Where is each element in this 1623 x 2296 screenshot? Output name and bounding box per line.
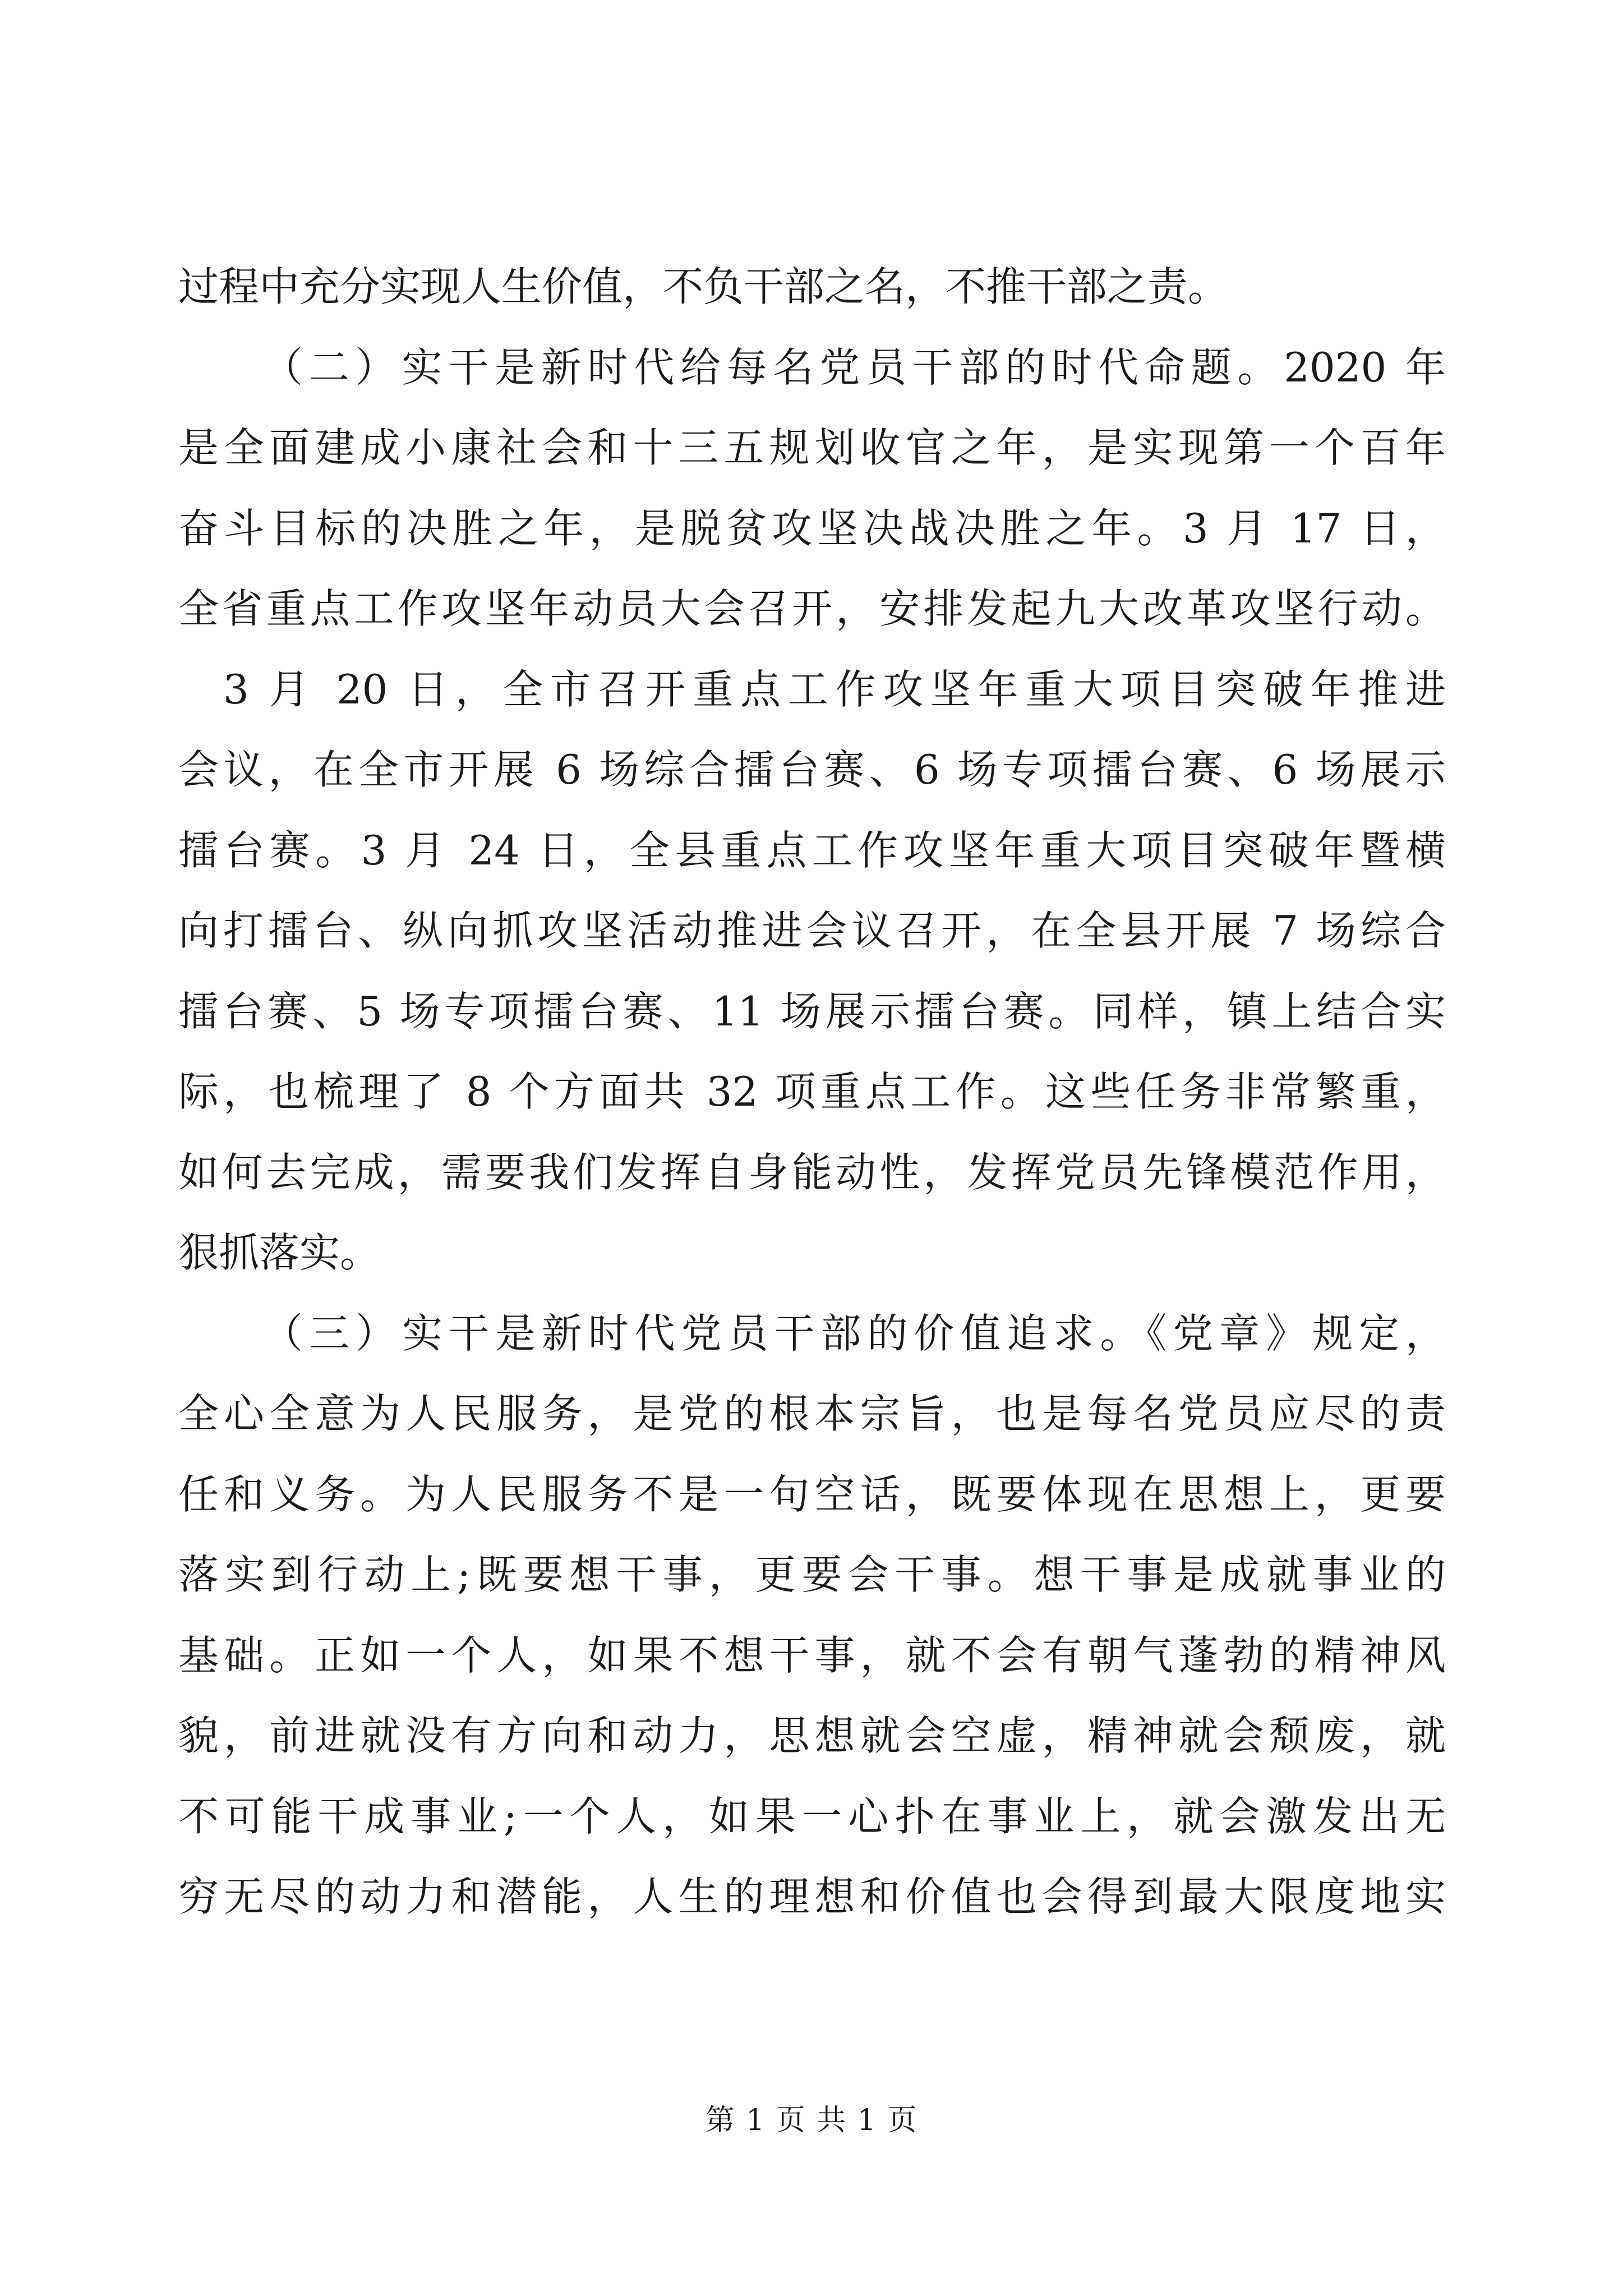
text-line: 不可能干成事业;一个人，如果一心扑在事业上，就会激发出无 [178,1792,1446,1840]
text-line: （二）实干是新时代给每名党员干部的时代命题。2020 年 [262,343,1446,391]
text-line: 狠抓落实。 [178,1229,381,1276]
text-line: 全省重点工作攻坚年动员大会召开，安排发起九大改革攻坚行动。 [178,585,1446,632]
text-line: 擂台赛、5 场专项擂台赛、11 场展示擂台赛。同样，镇上结合实 [178,987,1446,1035]
text-line: 是全面建成小康社会和十三五规划收官之年，是实现第一个百年 [178,424,1446,471]
text-line: 貌，前进就没有方向和动力，思想就会空虚，精神就会颓废，就 [178,1712,1446,1759]
body-text [178,247,1446,1938]
page-number-label: 第 1 页 共 1 页 [705,2104,918,2137]
text-line: （三）实干是新时代党员干部的价值追求。《党章》规定， [262,1309,1446,1357]
text-line: 会议，在全市开展 6 场综合擂台赛、6 场专项擂台赛、6 场展示 [178,746,1446,793]
text-line: 穷无尽的动力和潜能，人生的理想和价值也会得到最大限度地实 [178,1873,1446,1920]
text-line: 奋斗目标的决胜之年，是脱贫攻坚决战决胜之年。3 月 17 日， [178,504,1446,552]
text-line: 际，也梳理了 8 个方面共 32 项重点工作。这些任务非常繁重， [178,1068,1446,1115]
page-footer [0,2101,1623,2140]
text-line: 过程中充分实现人生价值，不负干部之名，不推干部之责。 [178,263,1229,310]
text-line: 擂台赛。3 月 24 日，全县重点工作攻坚年重大项目突破年暨横 [178,826,1446,874]
text-line: 3 月 20 日，全市召开重点工作攻坚年重大项目突破年推进 [223,665,1446,713]
text-line: 全心全意为人民服务，是党的根本宗旨，也是每名党员应尽的责 [178,1390,1446,1437]
text-line: 任和义务。为人民服务不是一句空话，既要体现在思想上，更要 [178,1470,1446,1518]
text-line: 向打擂台、纵向抓攻坚活动推进会议召开，在全县开展 7 场综合 [178,907,1446,954]
text-line: 落实到行动上;既要想干事，更要会干事。想干事是成就事业的 [178,1551,1446,1598]
text-line: 如何去完成，需要我们发挥自身能动性，发挥党员先锋模范作用， [178,1148,1446,1196]
text-line: 基础。正如一个人，如果不想干事，就不会有朝气蓬勃的精神风 [178,1631,1446,1679]
